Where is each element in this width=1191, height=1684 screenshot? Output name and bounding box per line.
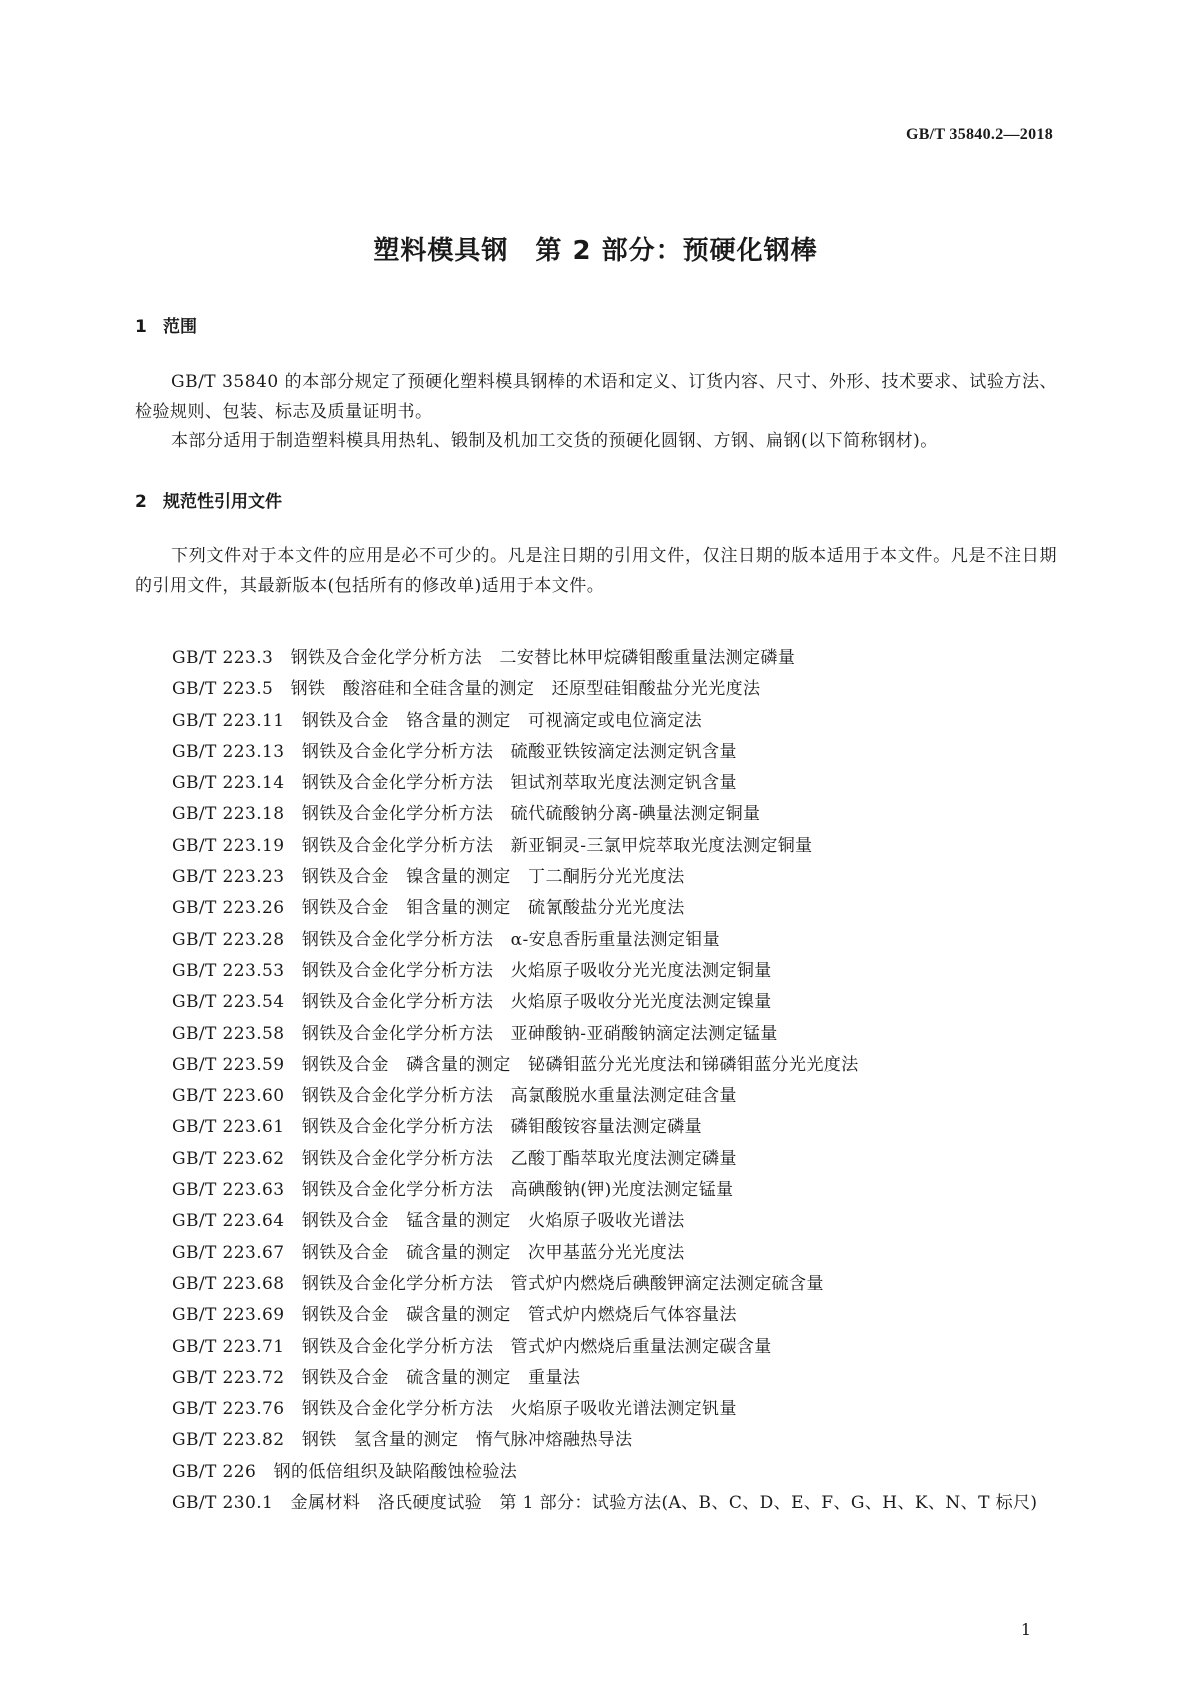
reference-title: 钢铁及合金 钼含量的测定 硫氰酸盐分光光度法 [301, 898, 685, 919]
reference-code: GB/T 223.69 [172, 1305, 285, 1326]
reference-item [172, 1332, 1037, 1363]
reference-title: 钢铁及合金化学分析方法 新亚铜灵-三氯甲烷萃取光度法测定铜量 [301, 835, 813, 856]
reference-title: 钢铁及合金 镍含量的测定 丁二酮肟分光光度法 [301, 867, 685, 888]
scope-paragraph-2: 本部分适用于制造塑料模具用热轧、锻制及机加工交货的预硬化圆钢、方钢、扁钢(以下简称钢材)。 [171, 431, 938, 451]
reference-title: 钢铁及合金化学分析方法 钽试剂萃取光度法测定钒含量 [301, 773, 737, 794]
reference-code: GB/T 223.53 [172, 960, 285, 981]
reference-item [172, 1081, 1037, 1112]
reference-title: 钢铁及合金化学分析方法 α-安息香肟重量法测定钼量 [301, 929, 721, 950]
reference-title: 钢铁及合金化学分析方法 二安替比林甲烷磷钼酸重量法测定磷量 [290, 648, 796, 668]
reference-item [172, 1144, 1037, 1175]
section-heading-normative-references [135, 487, 282, 512]
section-number: 2 [135, 492, 147, 512]
reference-list [172, 643, 1037, 1519]
reference-item [172, 1112, 1037, 1143]
reference-code: GB/T 230.1 [172, 1493, 274, 1514]
reference-title: 钢铁及合金 铬含量的测定 可视滴定或电位滴定法 [301, 710, 703, 731]
reference-code: GB/T 223.14 [172, 773, 285, 794]
reference-item [172, 1238, 1037, 1269]
reference-item [172, 674, 1037, 705]
reference-title: 金属材料 洛氏硬度试验 第 1 部分：试验方法(A、B、C、D、E、F、G、H、K、N、T 标尺) [290, 1493, 1038, 1514]
reference-item [172, 706, 1037, 737]
reference-code: GB/T 223.28 [172, 929, 285, 950]
reference-item [172, 1050, 1037, 1081]
reference-item [172, 956, 1037, 987]
reference-code: GB/T 223.60 [172, 1086, 285, 1107]
reference-item [172, 1175, 1037, 1206]
reference-title: 钢铁及合金化学分析方法 高碘酸钠(钾)光度法测定锰量 [301, 1180, 734, 1201]
reference-item [172, 1269, 1037, 1300]
reference-title: 钢铁及合金化学分析方法 高氯酸脱水重量法测定硅含量 [301, 1086, 737, 1107]
reference-code: GB/T 223.23 [172, 867, 285, 888]
section-title: 规范性引用文件 [163, 492, 282, 512]
reference-code: GB/T 223.26 [172, 898, 285, 919]
reference-code: GB/T 223.68 [172, 1273, 285, 1294]
standard-code: GB/T 35840.2—2018 [905, 126, 1053, 143]
reference-title: 钢铁及合金化学分析方法 硫代硫酸钠分离-碘量法测定铜量 [301, 804, 761, 825]
reference-title: 钢铁及合金 硫含量的测定 次甲基蓝分光光度法 [301, 1242, 685, 1263]
reference-code: GB/T 223.54 [172, 992, 285, 1013]
section-heading-scope [135, 312, 197, 337]
reference-title: 钢铁及合金 锰含量的测定 火焰原子吸收光谱法 [301, 1211, 685, 1232]
reference-title: 钢铁 酸溶硅和全硅含量的测定 还原型硅钼酸盐分光光度法 [290, 679, 761, 700]
reference-item [172, 1425, 1037, 1456]
reference-title: 钢铁及合金化学分析方法 火焰原子吸收分光光度法测定镍量 [301, 992, 772, 1013]
reference-item [172, 1206, 1037, 1237]
reference-code: GB/T 223.58 [172, 1023, 285, 1044]
reference-item [172, 862, 1037, 893]
reference-item [172, 893, 1037, 924]
references-intro-paragraph: 下列文件对于本文件的应用是必不可少的。凡是注日期的引用文件，仅注日期的版本适用于本文件。凡是不注日期的引用文件，其最新版本(包括所有的修改单)适用于本文件。 [135, 546, 1057, 596]
reference-code: GB/T 223.3 [172, 648, 274, 668]
reference-title: 钢铁及合金化学分析方法 火焰原子吸收光谱法测定钒量 [301, 1399, 737, 1420]
reference-code: GB/T 223.61 [172, 1117, 285, 1138]
document-title: 塑料模具钢 第 2 部分：预硬化钢棒 [373, 236, 818, 266]
reference-item [172, 1363, 1037, 1394]
reference-title: 钢铁及合金 碳含量的测定 管式炉内燃烧后气体容量法 [301, 1305, 737, 1326]
reference-title: 钢铁及合金 硫含量的测定 重量法 [301, 1367, 581, 1388]
reference-item [172, 987, 1037, 1018]
scope-paragraph-1: GB/T 35840 的本部分规定了预硬化塑料模具钢棒的术语和定义、订货内容、尺寸、外形、技术要求、试验方法、检验规则、包装、标志及质量证明书。 [135, 372, 1057, 422]
reference-item [172, 1457, 1037, 1488]
reference-code: GB/T 223.76 [172, 1399, 285, 1420]
reference-code: GB/T 223.18 [172, 804, 285, 825]
reference-code: GB/T 223.72 [172, 1367, 285, 1388]
reference-code: GB/T 223.62 [172, 1148, 285, 1169]
reference-code: GB/T 226 [172, 1461, 257, 1482]
reference-code: GB/T 223.63 [172, 1180, 285, 1201]
reference-item [172, 799, 1037, 830]
reference-title: 钢的低倍组织及缺陷酸蚀检验法 [273, 1461, 518, 1482]
reference-title: 钢铁 氢含量的测定 惰气脉冲熔融热导法 [301, 1430, 633, 1451]
reference-title: 钢铁及合金化学分析方法 乙酸丁酯萃取光度法测定磷量 [301, 1148, 737, 1169]
reference-item [172, 1488, 1037, 1519]
reference-code: GB/T 223.59 [172, 1054, 285, 1075]
reference-item [172, 925, 1037, 956]
reference-item [172, 768, 1037, 799]
reference-title: 钢铁及合金 磷含量的测定 铋磷钼蓝分光光度法和锑磷钼蓝分光光度法 [301, 1054, 859, 1075]
reference-code: GB/T 223.71 [172, 1336, 285, 1357]
reference-title: 钢铁及合金化学分析方法 磷钼酸铵容量法测定磷量 [301, 1117, 703, 1138]
reference-item [172, 1394, 1037, 1425]
reference-item [172, 1300, 1037, 1331]
reference-item [172, 831, 1037, 862]
section-title: 范围 [163, 317, 197, 337]
section-number: 1 [135, 317, 147, 337]
reference-code: GB/T 223.13 [172, 741, 285, 762]
page-number: 1 [1020, 1620, 1031, 1639]
reference-code: GB/T 223.5 [172, 679, 274, 700]
reference-code: GB/T 223.11 [172, 710, 285, 731]
reference-code: GB/T 223.82 [172, 1430, 285, 1451]
reference-item [172, 643, 1037, 674]
reference-code: GB/T 223.64 [172, 1211, 285, 1232]
reference-code: GB/T 223.19 [172, 835, 285, 856]
reference-title: 钢铁及合金化学分析方法 亚砷酸钠-亚硝酸钠滴定法测定锰量 [301, 1023, 778, 1044]
reference-title: 钢铁及合金化学分析方法 管式炉内燃烧后重量法测定碳含量 [301, 1336, 772, 1357]
reference-item [172, 737, 1037, 768]
reference-code: GB/T 223.67 [172, 1242, 285, 1263]
reference-title: 钢铁及合金化学分析方法 火焰原子吸收分光光度法测定铜量 [301, 960, 772, 981]
reference-title: 钢铁及合金化学分析方法 管式炉内燃烧后碘酸钾滴定法测定硫含量 [301, 1273, 824, 1294]
reference-title: 钢铁及合金化学分析方法 硫酸亚铁铵滴定法测定钒含量 [301, 741, 737, 762]
reference-item [172, 1019, 1037, 1050]
